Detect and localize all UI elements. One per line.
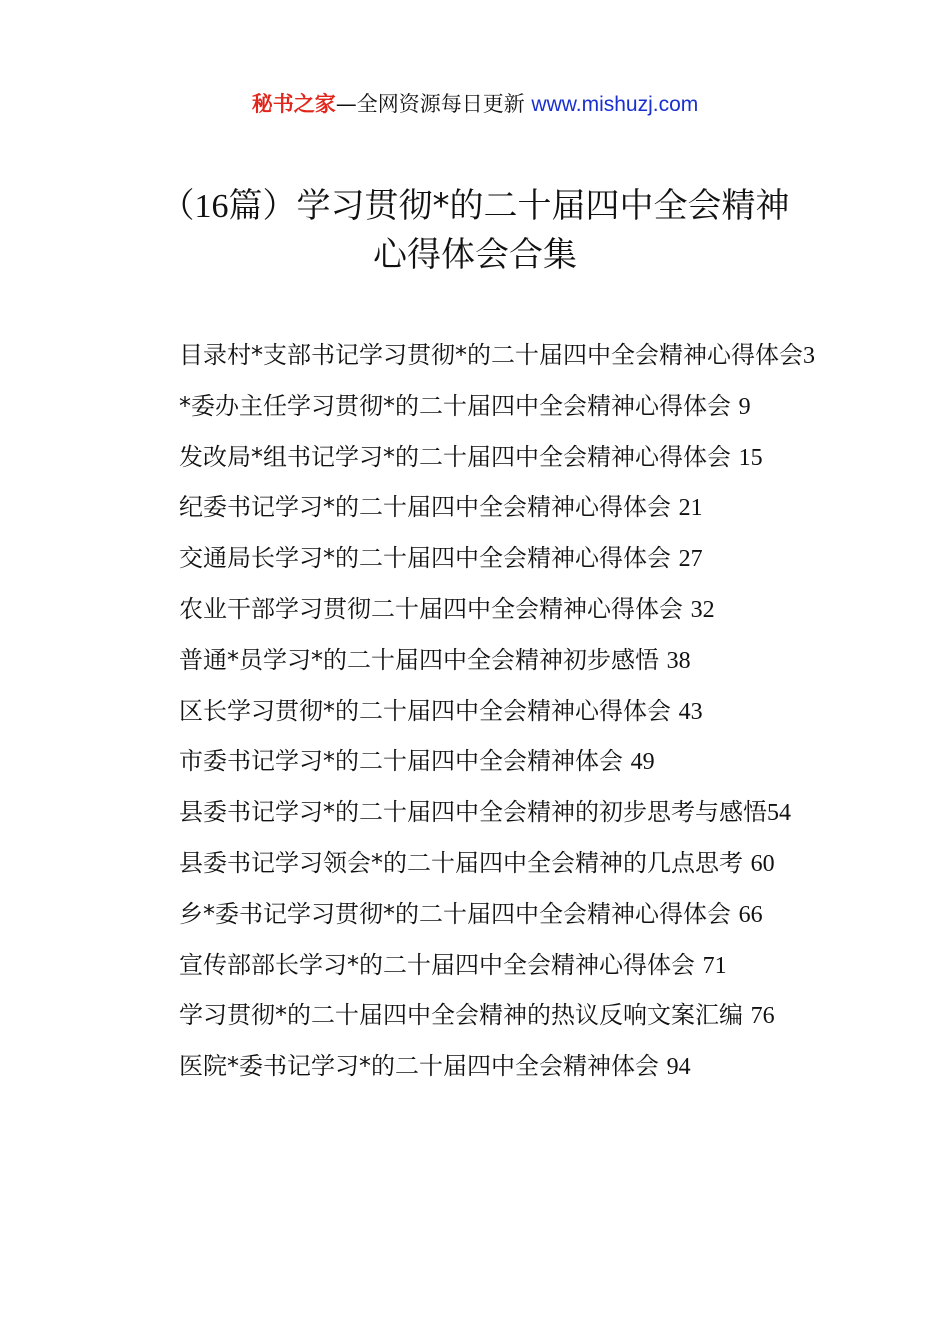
toc-entry-text: 发改局*组书记学习*的二十届四中全会精神心得体会	[179, 442, 731, 471]
toc-entry[interactable]	[128, 636, 834, 687]
toc-page-number: 27	[678, 546, 703, 573]
toc-page-number: 76	[750, 1003, 775, 1030]
toc-page-number: 32	[690, 596, 715, 623]
toc-page-number: 43	[678, 698, 703, 725]
toc-entry[interactable]	[128, 839, 834, 890]
toc-page-number: 49	[630, 749, 655, 776]
toc-entry-text: 区长学习贯彻*的二十届四中全会精神心得体会	[179, 696, 671, 725]
toc-entry-text: 农业干部学习贯彻二十届四中全会精神心得体会	[179, 594, 683, 623]
toc-entry[interactable]	[128, 585, 834, 636]
toc-entry-text: 乡*委书记学习贯彻*的二十届四中全会精神心得体会	[179, 899, 731, 928]
toc-entry-text: *委办主任学习贯彻*的二十届四中全会精神心得体会	[179, 391, 731, 420]
toc-entry-text: 宣传部部长学习*的二十届四中全会精神心得体会	[179, 950, 695, 979]
toc-page-number: 21	[678, 495, 703, 522]
toc-entry-text: 医院*委书记学习*的二十届四中全会精神体会	[179, 1052, 659, 1081]
toc-page-number: 71	[702, 952, 727, 979]
toc-entry[interactable]	[128, 991, 834, 1042]
title-open-paren: （	[160, 186, 195, 226]
toc-entry[interactable]	[128, 941, 834, 992]
toc-entry[interactable]	[128, 331, 834, 382]
toc-page-number: 66	[738, 901, 763, 928]
toc-entry-text: 目录村*支部书记学习贯彻*的二十届四中全会精神心得体会	[179, 341, 803, 369]
toc-entry-text: 普通*员学习*的二十届四中全会精神初步感悟	[179, 645, 659, 674]
toc-page-number: 54	[767, 800, 791, 827]
title-line-1	[80, 182, 870, 231]
toc-entry-text: 学习贯彻*的二十届四中全会精神的热议反响文案汇编	[179, 1001, 743, 1030]
toc-entry-text: 纪委书记学习*的二十届四中全会精神心得体会	[179, 493, 671, 522]
toc-entry[interactable]	[128, 737, 834, 788]
toc-entry[interactable]	[128, 433, 834, 484]
toc-entry[interactable]	[128, 687, 834, 738]
toc-entry[interactable]	[128, 382, 834, 433]
toc-entry[interactable]	[128, 483, 834, 534]
toc-entry-text: 交通局长学习*的二十届四中全会精神心得体会	[179, 544, 671, 573]
toc-page-number: 94	[666, 1054, 691, 1081]
toc-entry[interactable]	[128, 1042, 834, 1093]
toc-page-number: 9	[738, 393, 751, 420]
title-line-2: 心得体会合集	[373, 235, 577, 275]
toc-entry-text: 市委书记学习*的二十届四中全会精神体会	[179, 747, 623, 776]
title-line-1-text: 篇）学习贯彻*的二十届四中全会精神	[228, 186, 790, 226]
site-url[interactable]: www.mishuzj.com	[531, 93, 699, 116]
toc-entry[interactable]	[128, 788, 834, 839]
toc-entry-text: 县委书记学习*的二十届四中全会精神的初步思考与感悟	[179, 798, 767, 827]
toc-entry[interactable]	[128, 890, 834, 941]
document-title	[80, 182, 870, 280]
brand-name: 秘书之家	[251, 92, 336, 116]
title-count: 16	[194, 188, 229, 225]
toc-page-number: 38	[666, 647, 691, 674]
table-of-contents	[128, 331, 834, 1093]
site-header	[0, 88, 950, 121]
toc-page-number: 60	[750, 850, 775, 877]
toc-page-number: 15	[738, 444, 763, 471]
toc-page-number: 3	[803, 343, 815, 369]
header-tagline: —全网资源每日更新	[335, 92, 532, 116]
toc-entry[interactable]	[128, 534, 834, 585]
toc-entry-text: 县委书记学习领会*的二十届四中全会精神的几点思考	[179, 848, 743, 877]
